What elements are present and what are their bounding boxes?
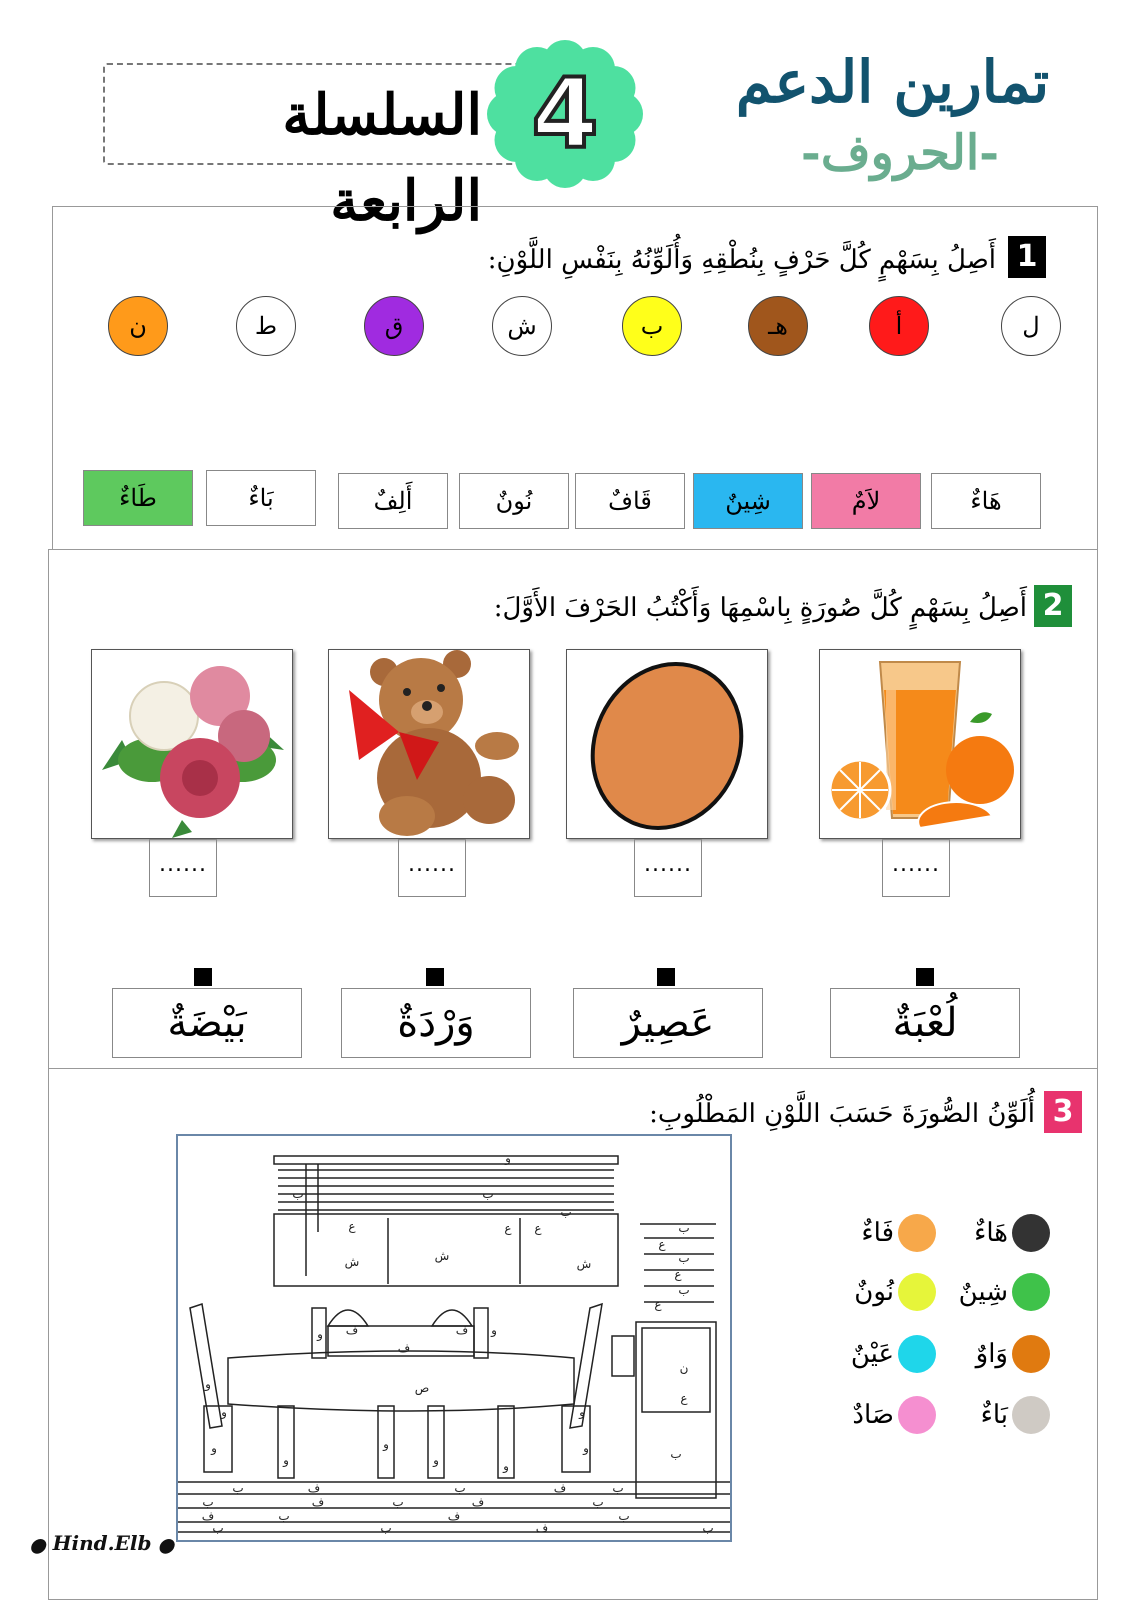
legend-label: بَاءٌ xyxy=(980,1400,1008,1430)
svg-text:ب: ب xyxy=(278,1509,290,1523)
orange-juice-icon xyxy=(820,650,1020,838)
svg-text:و: و xyxy=(579,1405,585,1419)
svg-text:و: و xyxy=(433,1453,439,1467)
connect-dot[interactable] xyxy=(194,968,212,986)
signature-text: Hind.Elb xyxy=(52,1531,152,1555)
svg-text:ب: ب xyxy=(292,1187,304,1201)
svg-text:ب: ب xyxy=(678,1251,690,1265)
svg-text:ف: ف xyxy=(397,1341,411,1355)
letter-circle[interactable]: أ xyxy=(869,296,929,356)
roses-icon xyxy=(92,650,292,838)
legend-label: فَاءٌ xyxy=(861,1218,894,1248)
egg-icon xyxy=(567,650,767,838)
svg-text:ف: ف xyxy=(471,1495,485,1509)
legend-color-dot xyxy=(898,1335,936,1373)
legend-color-dot xyxy=(898,1396,936,1434)
svg-text:و: و xyxy=(317,1327,323,1341)
letter-name-box[interactable]: أَلِفٌ xyxy=(338,473,448,529)
first-letter-blank[interactable]: ...... xyxy=(398,839,466,897)
svg-text:ف: ف xyxy=(311,1495,325,1509)
picture-orange-juice[interactable] xyxy=(819,649,1021,839)
exercise-1-instruction: أَصِلُ بِسَهْمٍ كُلَّ حَرْفٍ بِنُطْقِهِ وَأُلَوِّنُهُ بِنَفْسِ اللَّوْنِ: xyxy=(487,245,996,275)
svg-text:و: و xyxy=(505,1151,511,1165)
svg-text:ب: ب xyxy=(618,1509,630,1523)
legend-color-dot xyxy=(1012,1335,1050,1373)
letter-name-box[interactable]: شِينٌ xyxy=(693,473,803,529)
letter-circle[interactable]: ن xyxy=(108,296,168,356)
connect-dot[interactable] xyxy=(426,968,444,986)
svg-text:و: و xyxy=(491,1323,497,1337)
svg-text:ف: ف xyxy=(535,1521,549,1535)
svg-text:و: و xyxy=(211,1441,217,1455)
svg-text:ب: ب xyxy=(560,1205,572,1219)
exercise-3-instruction: أُلَوِّنُ الصُّورَةَ حَسَبَ اللَّوْنِ المَطْلُوبِ: xyxy=(649,1099,1035,1129)
svg-text:ع: ع xyxy=(680,1391,688,1405)
svg-text:ف: ف xyxy=(553,1481,567,1495)
svg-text:و: و xyxy=(221,1405,227,1419)
legend-color-dot xyxy=(898,1214,936,1252)
teddy-bear-icon xyxy=(329,650,529,838)
letter-circle[interactable]: ش xyxy=(492,296,552,356)
first-letter-blank[interactable]: ...... xyxy=(882,839,950,897)
letter-circle[interactable]: هـ xyxy=(748,296,808,356)
svg-text:ف: ف xyxy=(455,1323,469,1337)
word-box[interactable]: بَيْضَةٌ xyxy=(112,988,302,1058)
svg-text:ب: ب xyxy=(670,1447,682,1461)
svg-text:ص: ص xyxy=(414,1381,430,1395)
page-title: تمارين الدعم xyxy=(735,48,1050,116)
connect-dot[interactable] xyxy=(657,968,675,986)
series-title: السلسلة الرابعة xyxy=(282,82,482,234)
svg-text:ب: ب xyxy=(202,1495,214,1509)
legend-label: عَيْنٌ xyxy=(850,1339,894,1369)
legend-color-dot xyxy=(1012,1396,1050,1434)
svg-text:ع: ع xyxy=(504,1221,512,1235)
legend-label: شِينٌ xyxy=(958,1277,1008,1307)
svg-text:ش: ش xyxy=(434,1249,450,1263)
letter-name-box[interactable]: بَاءٌ xyxy=(206,470,316,526)
svg-text:ف: ف xyxy=(345,1323,359,1337)
svg-text:ب: ب xyxy=(454,1481,466,1495)
picture-egg[interactable] xyxy=(566,649,768,839)
letter-circle[interactable]: ل xyxy=(1001,296,1061,356)
svg-text:ب: ب xyxy=(702,1521,714,1535)
signature: ⬤ Hind.Elb ⬤ xyxy=(30,1531,175,1555)
svg-text:و: و xyxy=(503,1459,509,1473)
letter-name-box[interactable]: هَاءٌ xyxy=(931,473,1041,529)
letter-name-box[interactable]: قَافٌ xyxy=(575,473,685,529)
svg-text:ف: ف xyxy=(447,1509,461,1523)
svg-text:ف: ف xyxy=(201,1509,215,1523)
picture-teddy-bear[interactable] xyxy=(328,649,530,839)
svg-text:ع: ع xyxy=(654,1297,662,1311)
svg-text:ب: ب xyxy=(592,1495,604,1509)
svg-text:ب: ب xyxy=(612,1481,624,1495)
first-letter-blank[interactable]: ...... xyxy=(634,839,702,897)
svg-text:ن: ن xyxy=(679,1361,689,1375)
svg-text:و: و xyxy=(205,1377,211,1391)
word-box[interactable]: لُعْبَةٌ xyxy=(830,988,1020,1058)
svg-text:و: و xyxy=(283,1453,289,1467)
letter-name-box[interactable]: نُونٌ xyxy=(459,473,569,529)
letter-circle[interactable]: ط xyxy=(236,296,296,356)
svg-text:ب: ب xyxy=(678,1221,690,1235)
legend-label: نُونٌ xyxy=(854,1277,894,1307)
svg-text:ف: ف xyxy=(307,1481,321,1495)
svg-text:ب: ب xyxy=(482,1187,494,1201)
series-number: 4 xyxy=(531,58,599,170)
svg-text:ع: ع xyxy=(534,1221,542,1235)
exercise-2-number: 2 xyxy=(1034,585,1072,627)
letter-circle[interactable]: ق xyxy=(364,296,424,356)
legend-color-dot xyxy=(1012,1273,1050,1311)
svg-text:ع: ع xyxy=(348,1219,356,1233)
svg-text:و: و xyxy=(383,1437,389,1451)
legend-color-dot xyxy=(1012,1214,1050,1252)
kitchen-scene xyxy=(178,1136,730,1540)
svg-text:ب: ب xyxy=(380,1521,392,1535)
legend-label: هَاءٌ xyxy=(974,1218,1008,1248)
page-subtitle: -الحروف- xyxy=(800,125,1000,181)
connect-dot[interactable] xyxy=(916,968,934,986)
legend-label: صَادٌ xyxy=(852,1400,894,1430)
svg-text:ع: ع xyxy=(658,1237,666,1251)
exercise-2-instruction: أَصِلُ بِسَهْمٍ كُلَّ صُورَةٍ بِاسْمِهَا وَأَكْتُبُ الحَرْفَ الأَوَّلَ: xyxy=(493,593,1027,623)
exercise-1-number: 1 xyxy=(1008,236,1046,278)
svg-text:ش: ش xyxy=(344,1255,360,1269)
word-box[interactable]: وَرْدَةٌ xyxy=(341,988,531,1058)
svg-text:ع: ع xyxy=(674,1267,682,1281)
svg-text:ب: ب xyxy=(232,1481,244,1495)
first-letter-blank[interactable]: ...... xyxy=(149,839,217,897)
exercise-3-number: 3 xyxy=(1044,1091,1082,1133)
legend-color-dot xyxy=(898,1273,936,1311)
coloring-drawing[interactable] xyxy=(176,1134,732,1542)
letter-name-box[interactable]: طَاءٌ xyxy=(83,470,193,526)
picture-roses[interactable] xyxy=(91,649,293,839)
word-box[interactable]: عَصِيرٌ xyxy=(573,988,763,1058)
svg-text:ب: ب xyxy=(678,1283,690,1297)
svg-text:ش: ش xyxy=(576,1257,592,1271)
letter-name-box[interactable]: لاَمٌ xyxy=(811,473,921,529)
svg-text:ب: ب xyxy=(392,1495,404,1509)
legend-label: وَاوٌ xyxy=(975,1339,1008,1369)
svg-text:و: و xyxy=(583,1441,589,1455)
letter-circle[interactable]: ب xyxy=(622,296,682,356)
svg-text:ب: ب xyxy=(212,1521,224,1535)
